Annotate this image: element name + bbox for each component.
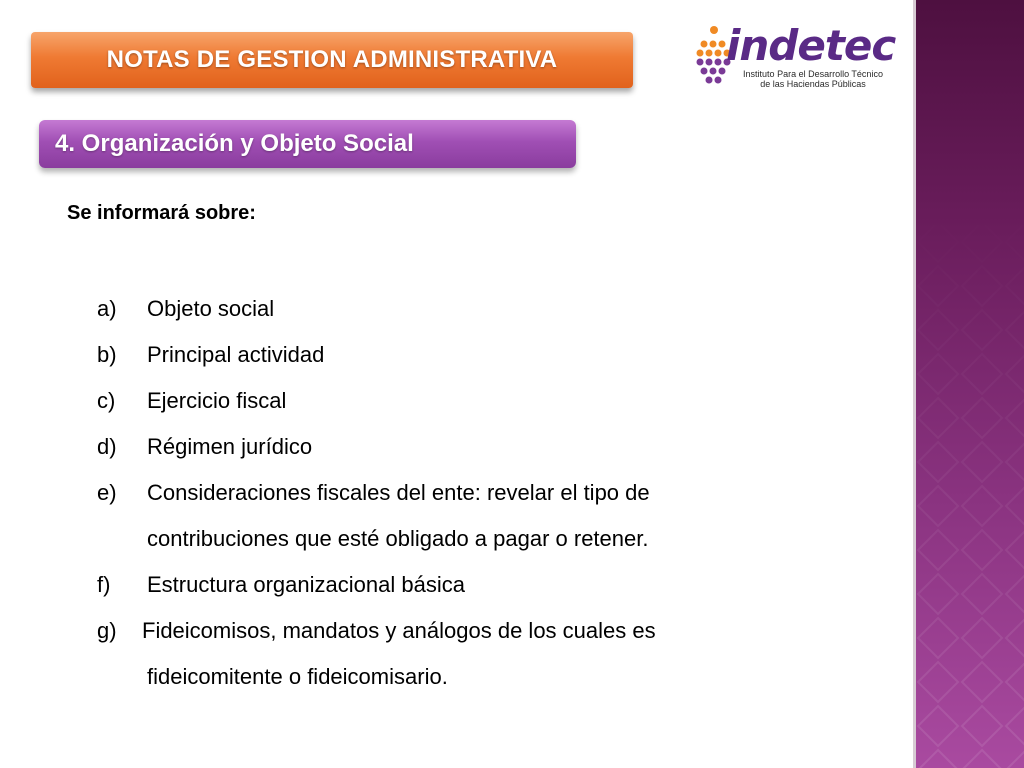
list-item bbox=[97, 470, 797, 562]
list-item bbox=[97, 378, 797, 424]
section-banner bbox=[39, 120, 576, 168]
slide-title: NOTAS DE GESTION ADMINISTRATIVA bbox=[106, 46, 558, 73]
title-banner bbox=[31, 32, 633, 88]
list-item bbox=[97, 286, 797, 332]
list-item-text: Ejercicio fiscal bbox=[147, 388, 287, 413]
list-item-letter: g) bbox=[97, 618, 117, 643]
diamond-pattern bbox=[916, 0, 1024, 768]
indetec-logo bbox=[692, 20, 896, 92]
section-title: 4. Organización y Objeto Social bbox=[55, 130, 414, 157]
list-item-letter: e) bbox=[97, 480, 117, 505]
list-item-text: Consideraciones fiscales del ente: revelar el tipo de bbox=[147, 480, 650, 505]
list-item-text: Principal actividad bbox=[147, 342, 325, 367]
list-item-text-continuation: fideicomitente o fideicomisario. bbox=[147, 664, 448, 689]
intro-text: Se informará sobre: bbox=[67, 202, 256, 224]
list-item bbox=[97, 332, 797, 378]
logo-subtitle-line1: Instituto Para el Desarrollo Técnico bbox=[743, 69, 883, 79]
list-item-letter: b) bbox=[97, 342, 117, 367]
list-item bbox=[97, 562, 797, 608]
list-item-letter: a) bbox=[97, 296, 117, 321]
logo-subtitle-line2: de las Haciendas Públicas bbox=[760, 79, 866, 89]
list-item bbox=[97, 424, 797, 470]
list-item-text: Estructura organizacional básica bbox=[147, 572, 465, 597]
list-item-letter: c) bbox=[97, 388, 116, 413]
list-item-text: Régimen jurídico bbox=[147, 434, 313, 459]
list-item-text: Fideicomisos, mandatos y análogos de los cuales es bbox=[142, 618, 656, 643]
list-item-text: Objeto social bbox=[147, 296, 275, 321]
logo-wordmark: indetec bbox=[726, 21, 896, 70]
list-item-letter: f) bbox=[97, 572, 111, 597]
list-item-letter: d) bbox=[97, 434, 117, 459]
item-list bbox=[97, 286, 797, 700]
list-item bbox=[97, 608, 797, 700]
side-decoration-band bbox=[913, 0, 1024, 768]
list-item-text-continuation: contribuciones que esté obligado a pagar o retener. bbox=[147, 526, 649, 551]
logo-subtitle bbox=[738, 69, 888, 89]
